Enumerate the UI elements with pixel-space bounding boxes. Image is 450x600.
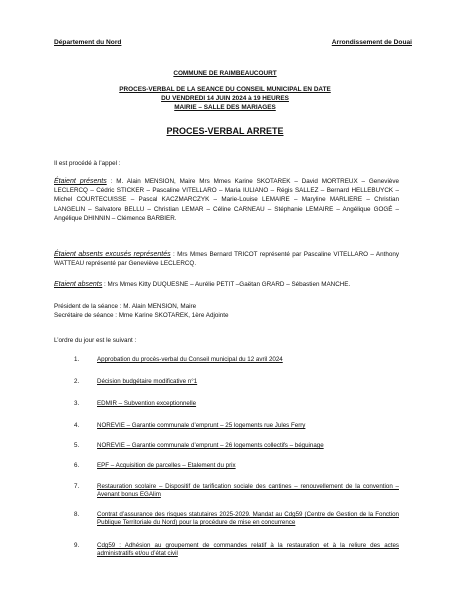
arrondissement-header: Arrondissement de Douai bbox=[331, 39, 412, 46]
absent-members-paragraph bbox=[54, 280, 399, 289]
agenda-item-number: 2. bbox=[74, 378, 80, 385]
agenda-item-text: Approbation du procès-verbal du Conseil municipal du 12 avril 2024 bbox=[97, 356, 283, 363]
absent-label: Etaient absents bbox=[54, 281, 103, 288]
pv-heading-line-2: DU VENDREDI 14 JUIN 2024 à 19 HEURES bbox=[161, 95, 289, 102]
pv-heading-line-1: PROCES-VERBAL DE LA SEANCE DU CONSEIL MUNICIPAL EN DATE bbox=[119, 86, 331, 93]
agenda-item-text: Contrat d’assurance des risques statutaires 2025-2029. Mandat au Cdg59 (Centre de Gestion de la Fonction Publique Territoriale du Nord) pour la procédure de mise en concurrence bbox=[97, 511, 399, 527]
agenda-item-text: EPF – Acquisition de parcelles – Etalement du prix bbox=[97, 462, 236, 469]
agenda-item-text: EDMIR – Subvention exceptionnelle bbox=[97, 400, 197, 407]
agenda-item-text: Cdg59 : Adhésion au groupement de commandes relatif à la restauration et à la reliure des actes administratifs et/ou d’état civil bbox=[97, 542, 399, 558]
document-title: PROCES-VERBAL ARRETE bbox=[166, 126, 284, 136]
excused-list: : Mrs Mmes Bernard TRICOT représenté par Pascaline VITELLARO – Anthony WATTEAU représenté par Geneviève LECLERCQ. bbox=[54, 251, 399, 268]
agenda-item-number: 9. bbox=[74, 542, 80, 549]
president-line: Président de la séance : M. Alain MENSION, Maire bbox=[54, 303, 197, 310]
pv-heading-line-3: MAIRIE – SALLE DES MARIAGES bbox=[174, 104, 276, 111]
present-list: : M. Alain MENSION, Maire Mrs Mmes Karine SKOTAREK – David MORTREUX – Geneviève LECLERCQ – Cédric STICKER – Pascaline VITELLARO – Maria IULIANO – Régis SALLEZ – Bernard HELLEBUYCK – Michel COURTECUISSE – Pascal KACZMARCZYK – Marie-Louise LEMAIRE – Maryline MARLIERE – Christian LANGELIN – Salvatore BELLU – Christian LEMAR – Céline CARNEAU – Stéphanie LEMAIRE – Angélique GOGÉ – Angélique DHINNIN – Clémence BARBIER. bbox=[54, 178, 399, 222]
agenda-item-number: 6. bbox=[74, 462, 80, 469]
commune-title: COMMUNE DE RAIMBEAUCOURT bbox=[173, 70, 277, 77]
absent-list: : Mrs Mmes Kitty DUQUESNE – Aurélie PETIT –Gaëtan GRARD – Sébastien MANCHE. bbox=[102, 281, 351, 288]
agenda-item-number: 5. bbox=[74, 442, 80, 449]
agenda-item-text: Restauration scolaire – Dispositif de tarification sociale des cantines – renouvellement de la convention – Avenant bonus EGAlim bbox=[97, 483, 399, 499]
excused-label: Étaient absents excusés représentés bbox=[54, 251, 171, 258]
agenda-intro: L’ordre du jour est le suivant : bbox=[54, 337, 137, 344]
agenda-item-number: 4. bbox=[74, 422, 80, 429]
present-label: Étaient présents bbox=[54, 178, 107, 185]
agenda-item-text: NOREVIE – Garantie communale d’emprunt – 26 logements collectifs – béguinage bbox=[97, 442, 324, 449]
roll-call-intro: Il est procédé à l’appel : bbox=[54, 160, 121, 167]
agenda-item-number: 7. bbox=[74, 483, 80, 490]
agenda-item-text: NOREVIE – Garantie communale d’emprunt – 25 logements rue Jules Ferry bbox=[97, 422, 306, 429]
agenda-item-number: 1. bbox=[74, 356, 80, 363]
present-members-paragraph bbox=[54, 177, 399, 223]
agenda-item-number: 3. bbox=[74, 400, 80, 407]
agenda-item-number: 8. bbox=[74, 511, 80, 518]
department-header: Département du Nord bbox=[54, 39, 122, 46]
secretary-line: Secrétaire de séance : Mme Karine SKOTAREK, 1ère Adjointe bbox=[54, 312, 229, 319]
agenda-item-text: Décision budgétaire modificative n°1 bbox=[97, 378, 198, 385]
excused-members-paragraph bbox=[54, 250, 399, 268]
